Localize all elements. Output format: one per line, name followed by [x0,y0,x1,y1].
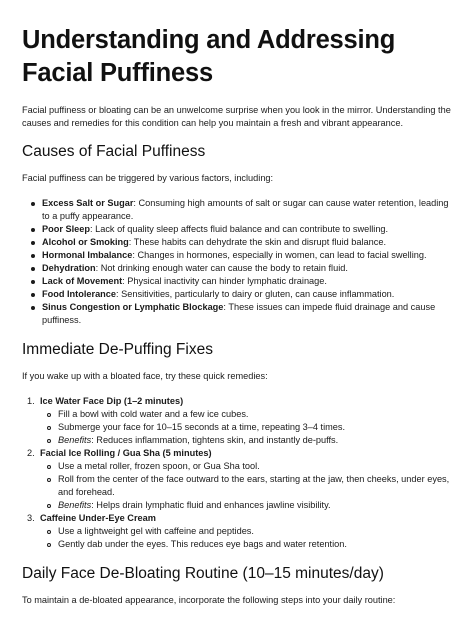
fixes-heading: Immediate De-Puffing Fixes [22,341,213,358]
sub-item [58,525,452,538]
sub-item-text: Submerge your face for 10–15 seconds at a time, repeating 3–4 times. [58,422,346,432]
list-item [42,288,452,301]
fixes-list [22,395,452,551]
step-title: Caffeine Under-Eye Cream [40,513,156,523]
step-title: Facial Ice Rolling / Gua Sha (5 minutes) [40,448,212,458]
cause-term: Excess Salt or Sugar [42,198,134,208]
sub-item-text: : Helps drain lymphatic fluid and enhances jawline visibility. [91,500,331,510]
sub-item-text: Use a lightweight gel with caffeine and peptides. [58,526,254,536]
sub-item [58,434,452,447]
cause-desc: : Changes in hormones, especially in women, can lead to facial swelling. [132,250,427,260]
cause-term: Sinus Congestion or Lymphatic Blockage [42,302,224,312]
sub-item-text: Fill a bowl with cold water and a few ice cubes. [58,409,249,419]
causes-heading: Causes of Facial Puffiness [22,143,206,160]
cause-term: Food Intolerance [42,289,117,299]
list-item [42,197,452,223]
intro-paragraph: Facial puffiness or bloating can be an unwelcome surprise when you look in the mirror. Understanding the causes and remedies for this condition can help you maintain a fresh and vibrant appearance. [22,105,451,128]
step-number: 1. [27,396,35,406]
step-sublist [40,525,452,551]
sub-item [58,473,452,499]
cause-desc: : Physical inactivity can hinder lymphatic drainage. [122,276,327,286]
benefits-label: Benefits [58,435,92,445]
sub-item-text: Use a metal roller, frozen spoon, or Gua Sha tool. [58,461,260,471]
causes-list [22,197,452,327]
sub-item-text: Gently dab under the eyes. This reduces eye bags and water retention. [58,539,347,549]
routine-heading: Daily Face De-Bloating Routine (10–15 minutes/day) [22,565,384,582]
step-item [27,447,452,512]
cause-desc: : These issues can impede fluid drainage and cause puffiness. [42,302,436,325]
cause-desc: : Consuming high amounts of salt or sugar can cause water retention, leading to a puffy appearance. [42,198,449,221]
cause-desc: : Sensitivities, particularly to dairy or gluten, can cause inflammation. [116,289,395,299]
cause-term: Poor Sleep [42,224,90,234]
routine-lead: To maintain a de-bloated appearance, incorporate the following steps into your daily routine: [22,595,396,605]
cause-desc: : Not drinking enough water can cause the body to retain fluid. [95,263,348,273]
sub-item [58,408,452,421]
cause-term: Hormonal Imbalance [42,250,133,260]
sub-item [58,499,452,512]
fixes-lead: If you wake up with a bloated face, try these quick remedies: [22,371,268,381]
cause-term: Alcohol or Smoking [42,237,129,247]
list-item [42,249,452,262]
list-item [42,301,452,327]
step-number: 3. [27,513,35,523]
cause-term: Dehydration [42,263,96,273]
sub-item-text: Roll from the center of the face outward to the ears, starting at the jaw, then cheeks, under eyes, and forehead. [58,474,450,497]
step-item [27,512,452,551]
step-item [27,395,452,447]
cause-term: Lack of Movement [42,276,123,286]
list-item [42,275,452,288]
sub-item [58,460,452,473]
list-item [42,236,452,249]
sub-item [58,538,452,551]
page-title: Understanding and Addressing Facial Puffiness [22,26,396,87]
causes-lead: Facial puffiness can be triggered by various factors, including: [22,173,274,183]
list-item [42,262,452,275]
cause-desc: : Lack of quality sleep affects fluid balance and can contribute to swelling. [90,224,389,234]
sub-item [58,421,452,434]
step-sublist [40,460,452,512]
step-sublist [40,408,452,447]
cause-desc: : These habits can dehydrate the skin and disrupt fluid balance. [128,237,387,247]
list-item [42,223,452,236]
step-title: Ice Water Face Dip (1–2 minutes) [40,396,184,406]
sub-item-text: : Reduces inflammation, tightens skin, and instantly de-puffs. [91,435,339,445]
benefits-label: Benefits [58,500,92,510]
step-number: 2. [27,448,35,458]
